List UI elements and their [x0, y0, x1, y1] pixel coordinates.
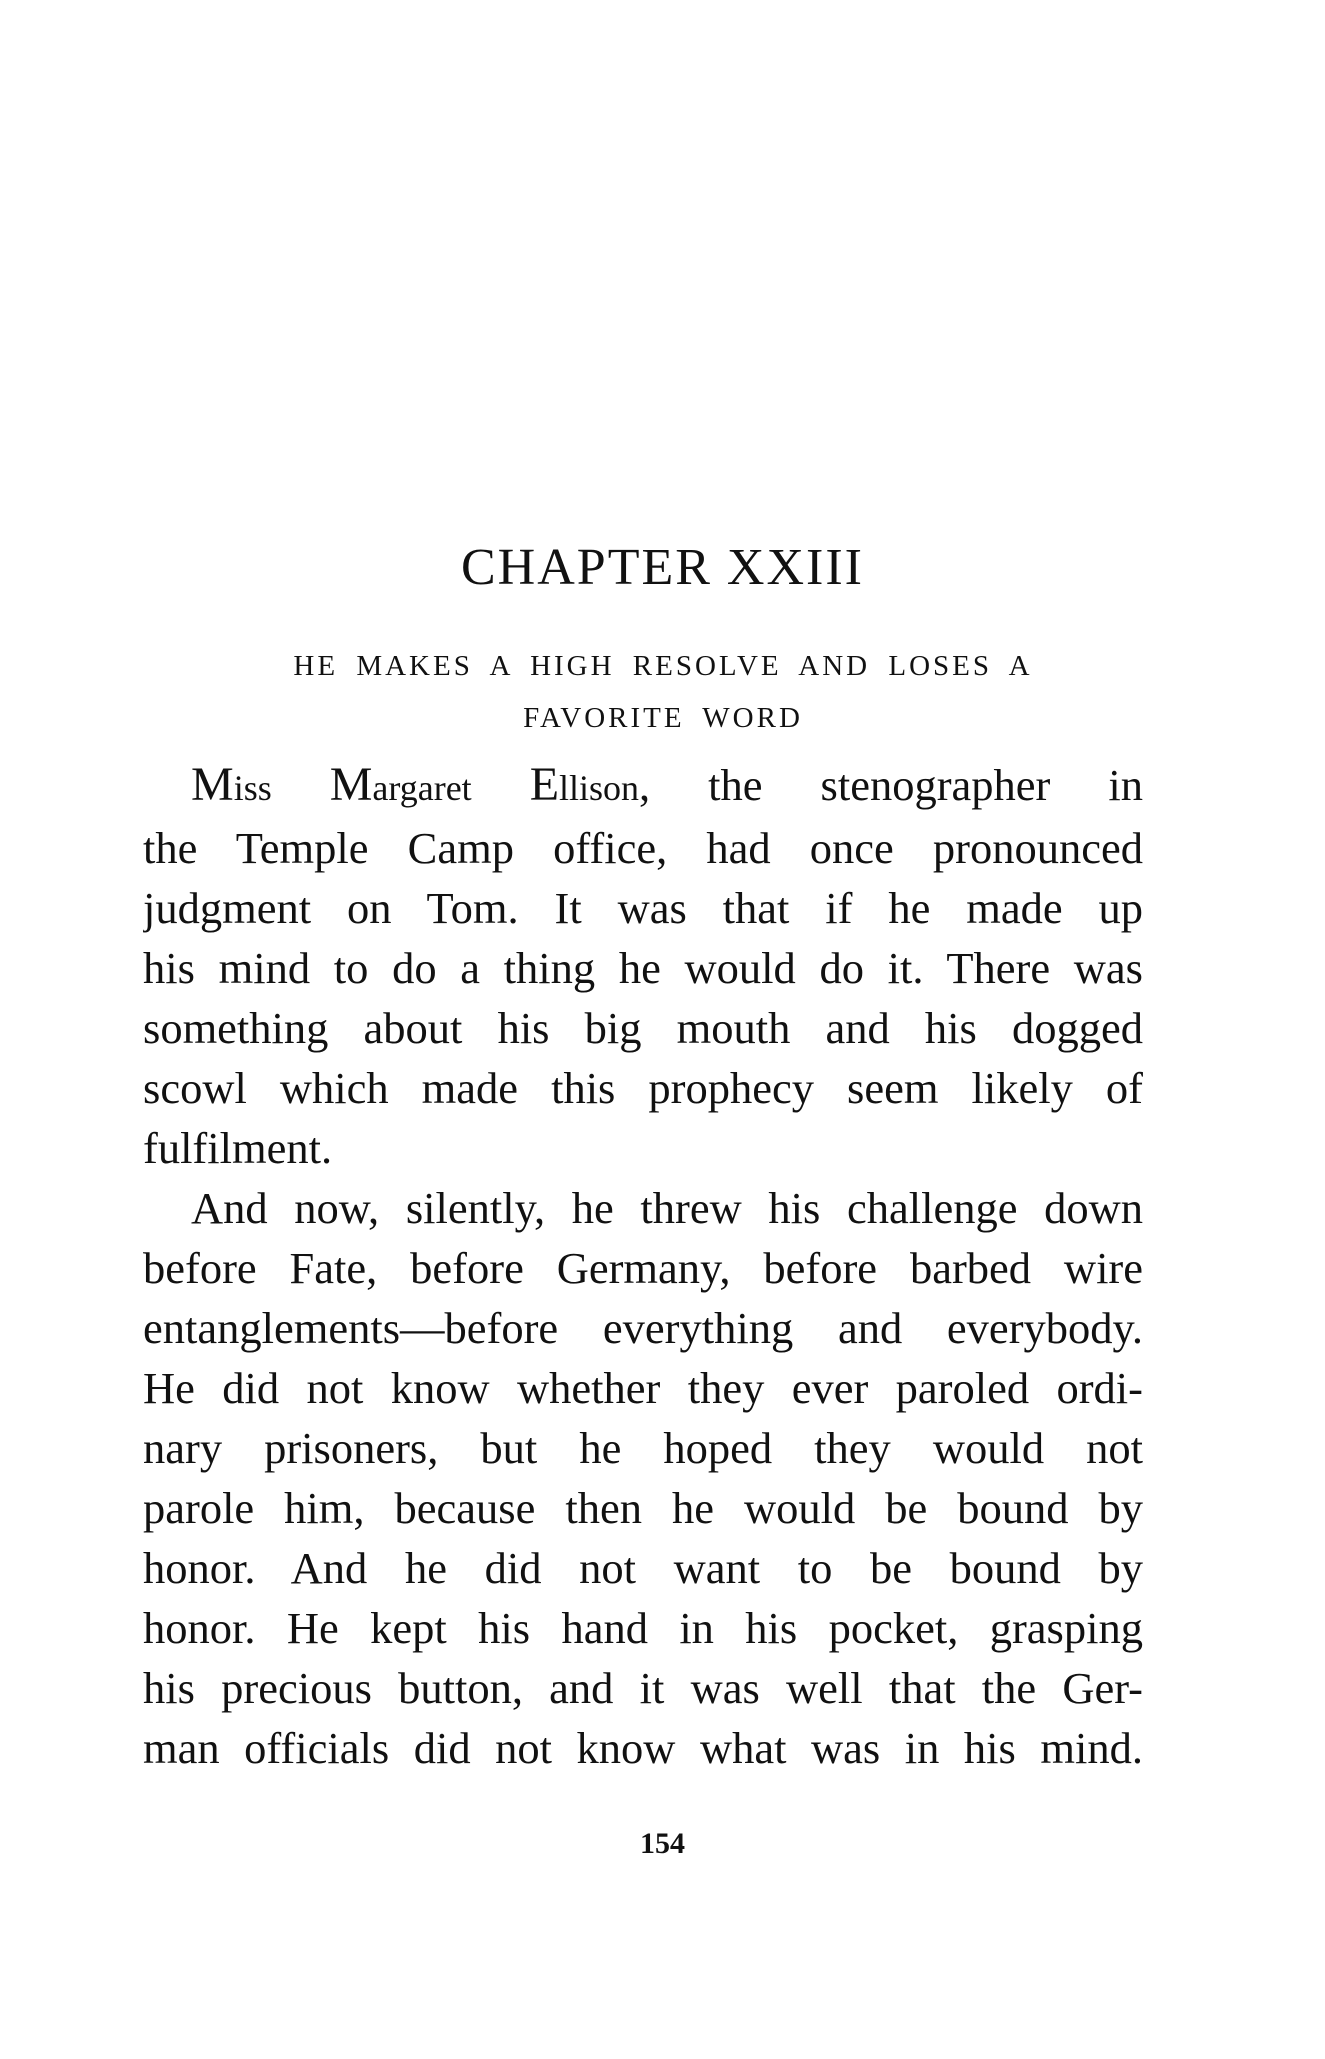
paragraph-2-line-5: nary prisoners, but he hoped they would not [143, 1423, 1143, 1473]
paragraph-2-line-9: his precious button, and it was well that the Ger- [143, 1663, 1143, 1713]
small-caps-text: argaret [372, 768, 472, 808]
line-text: , the stenographer in [639, 760, 1143, 810]
paragraph-2-line-6: parole him, because then he would be bound by [143, 1483, 1143, 1533]
paragraph-2-line-8: honor. He kept his hand in his pocket, grasping [143, 1603, 1143, 1653]
paragraph-2-line-4: He did not know whether they ever paroled ordi- [143, 1363, 1143, 1413]
paragraph-1-line-3: judgment on Tom. It was that if he made up [143, 883, 1143, 933]
small-caps-initial: M [329, 758, 373, 811]
paragraph-1-line-7: fulfilment. [143, 1123, 333, 1173]
small-caps-initial: M [191, 758, 234, 811]
paragraph-2 [143, 1178, 1143, 1778]
small-caps-text: iss [233, 768, 272, 808]
paragraph-1-line-1 [143, 755, 1143, 818]
subtitle-line-1: HE MAKES A HIGH RESOLVE AND LOSES A [293, 650, 1033, 682]
paragraph-1 [143, 755, 1143, 1178]
paragraph-1-line-6: scowl which made this prophecy seem likely of [143, 1063, 1143, 1113]
chapter-body [143, 755, 1143, 1778]
paragraph-1-line-2: the Temple Camp office, had once pronounced [143, 823, 1143, 873]
paragraph-2-line-3: entanglements—before everything and everybody. [143, 1303, 1143, 1353]
page-number: 154 [640, 1827, 685, 1860]
paragraph-2-line-1: And now, silently, he threw his challenge down [191, 1183, 1143, 1233]
paragraph-2-line-2: before Fate, before Germany, before barbed wire [143, 1243, 1143, 1293]
paragraph-2-line-10: man officials did not know what was in his mind. [143, 1723, 1143, 1773]
chapter-heading: CHAPTER XXIII [461, 539, 864, 596]
paragraph-2-line-7: honor. And he did not want to be bound by [143, 1543, 1143, 1593]
subtitle-line-2: FAVORITE WORD [523, 702, 803, 734]
paragraph-1-line-5: something about his big mouth and his dogged [143, 1003, 1143, 1053]
paragraph-1-line-4: his mind to do a thing he would do it. There was [143, 943, 1143, 993]
small-caps-text: llison [559, 768, 640, 808]
chapter-subtitle [143, 640, 1183, 744]
small-caps-initial: E [529, 758, 560, 811]
